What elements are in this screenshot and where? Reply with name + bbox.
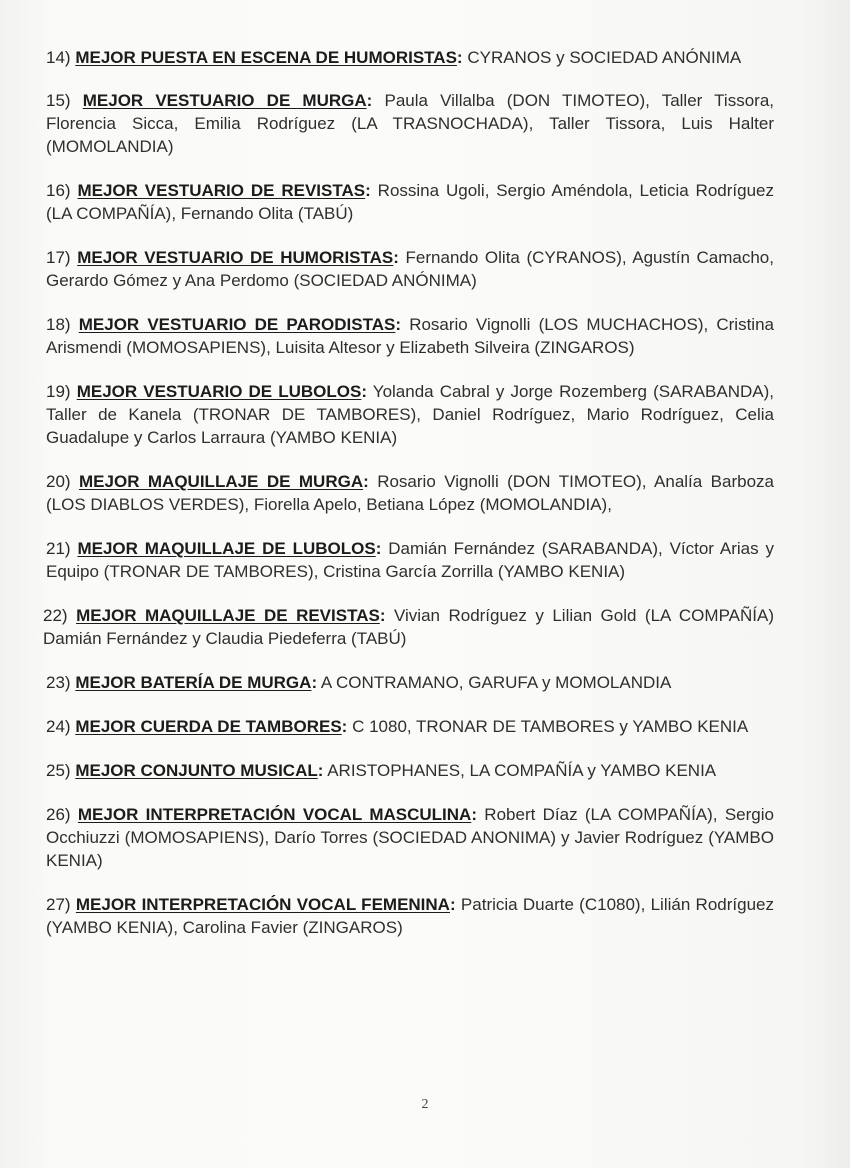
winners-text: A CONTRAMANO, GARUFA y MOMOLANDIA	[320, 673, 672, 692]
winners-text: Fernando Olita (CYRANOS), Agustín Camacho, Gerardo Gómez y Ana Perdomo (SOCIEDAD ANÓNIMA)	[46, 248, 774, 290]
award-entry-25	[46, 759, 774, 782]
separator: :	[317, 761, 324, 780]
entry-number: 17)	[46, 248, 71, 267]
award-entry-17	[46, 246, 774, 292]
award-entry-14	[46, 46, 774, 69]
winners-text: C 1080, TRONAR DE TAMBORES y YAMBO KENIA	[352, 717, 749, 736]
category-title: MEJOR MAQUILLAJE DE MURGA	[79, 472, 364, 491]
entry-number: 27)	[46, 895, 71, 914]
entry-number: 20)	[46, 472, 71, 491]
entry-number: 25)	[46, 761, 71, 780]
separator: :	[449, 895, 456, 914]
entry-number: 23)	[46, 673, 71, 692]
entry-number: 26)	[46, 805, 71, 824]
separator: :	[363, 472, 369, 491]
separator: :	[361, 382, 367, 401]
category-title: MEJOR VESTUARIO DE HUMORISTAS	[77, 248, 394, 267]
category-title: MEJOR PUESTA EN ESCENA DE HUMORISTAS	[75, 48, 457, 67]
category-title: MEJOR INTERPRETACIÓN VOCAL FEMENINA	[75, 895, 450, 914]
page-number: 2	[421, 1097, 429, 1112]
separator: :	[393, 248, 399, 267]
entry-number: 18)	[46, 315, 71, 334]
awards-list	[43, 46, 774, 960]
separator: :	[375, 539, 382, 558]
winners-text: Rosario Vignolli (DON TIMOTEO), Analía Barboza (LOS DIABLOS VERDES), Fiorella Apelo, Betiana López (MOMOLANDIA),	[46, 472, 774, 514]
winners-text: Patricia Duarte (C1080), Lilián Rodríguez (YAMBO KENIA), Carolina Favier (ZINGAROS)	[46, 895, 774, 937]
category-title: MEJOR VESTUARIO DE MURGA	[82, 91, 367, 110]
separator: :	[365, 181, 371, 200]
award-entry-24	[46, 715, 774, 738]
category-title: MEJOR INTERPRETACIÓN VOCAL MASCULINA	[77, 805, 472, 824]
entry-number: 15)	[46, 91, 71, 110]
entry-number: 21)	[46, 539, 71, 558]
separator: :	[379, 606, 386, 625]
category-title: MEJOR VESTUARIO DE REVISTAS	[77, 181, 366, 200]
winners-text: Damián Fernández (SARABANDA), Víctor Arias y Equipo (TRONAR DE TAMBORES), Cristina García Zorrilla (YAMBO KENIA)	[46, 539, 774, 581]
award-entry-20	[46, 470, 774, 516]
category-title: MEJOR VESTUARIO DE PARODISTAS	[78, 315, 396, 334]
award-entry-21	[46, 537, 774, 583]
category-title: MEJOR MAQUILLAJE DE REVISTAS	[76, 606, 380, 625]
winners-text: Rossina Ugoli, Sergio Améndola, Leticia Rodríguez (LA COMPAÑÍA), Fernando Olita (TABÚ)	[46, 181, 774, 223]
entry-number: 14)	[46, 48, 71, 67]
category-title: MEJOR BATERÍA DE MURGA	[75, 673, 312, 692]
entry-number: 22)	[43, 606, 68, 625]
award-entry-19	[46, 380, 774, 449]
entry-number: 16)	[46, 181, 71, 200]
winners-text: Yolanda Cabral y Jorge Rozemberg (SARABANDA), Taller de Kanela (TRONAR DE TAMBORES), Daniel Rodríguez, Mario Rodríguez, Celia Guadalupe y Carlos Larraura (YAMBO KENIA)	[46, 382, 774, 447]
award-entry-27	[46, 893, 774, 939]
winners-text: Vivian Rodríguez y Lilian Gold (LA COMPAÑÍA) Damián Fernández y Claudia Piedeferra (TABÚ)	[43, 606, 774, 648]
award-entry-23	[46, 671, 774, 694]
separator: :	[311, 673, 318, 692]
entry-number: 19)	[46, 382, 71, 401]
separator: :	[395, 315, 402, 334]
category-title: MEJOR VESTUARIO DE LUBOLOS	[76, 382, 362, 401]
award-entry-16	[46, 179, 774, 225]
winners-text: ARISTOPHANES, LA COMPAÑÍA y YAMBO KENIA	[327, 761, 717, 780]
category-title: MEJOR CUERDA DE TAMBORES	[75, 717, 342, 736]
winners-text: Robert Díaz (LA COMPAÑÍA), Sergio Occhiuzzi (MOMOSAPIENS), Darío Torres (SOCIEDAD ANONIMA) y Javier Rodríguez (YAMBO KENIA)	[46, 805, 774, 870]
award-entry-22	[43, 604, 774, 650]
category-title: MEJOR MAQUILLAJE DE LUBOLOS	[77, 539, 376, 558]
separator: :	[366, 91, 373, 110]
separator: :	[456, 48, 463, 67]
award-entry-15	[46, 89, 774, 158]
separator: :	[471, 805, 477, 824]
winners-text: CYRANOS y SOCIEDAD ANÓNIMA	[467, 48, 742, 67]
award-entry-26	[46, 803, 774, 872]
separator: :	[341, 717, 348, 736]
entry-number: 24)	[46, 717, 71, 736]
award-entry-18	[46, 313, 774, 359]
winners-text: Rosario Vignolli (LOS MUCHACHOS), Cristina Arismendi (MOMOSAPIENS), Luisita Altesor y Elizabeth Silveira (ZINGAROS)	[46, 315, 774, 357]
winners-text: Paula Villalba (DON TIMOTEO), Taller Tissora, Florencia Sicca, Emilia Rodríguez (LA TRASNOCHADA), Taller Tissora, Luis Halter (MOMOLANDIA)	[46, 91, 774, 156]
category-title: MEJOR CONJUNTO MUSICAL	[75, 761, 318, 780]
